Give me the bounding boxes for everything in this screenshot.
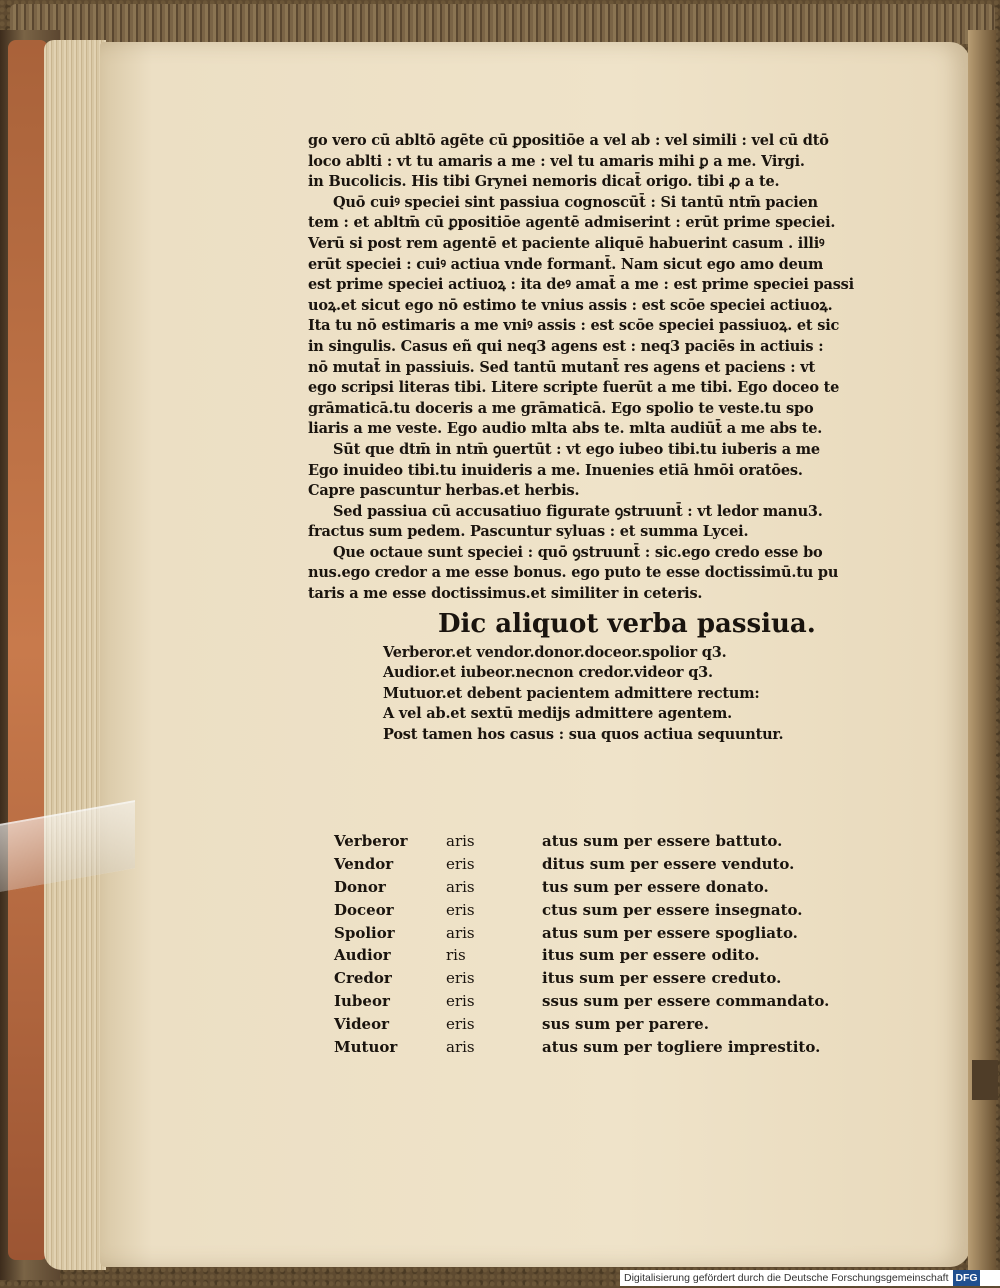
participle-cell: atus sum per essere battuto. bbox=[542, 832, 783, 850]
ending-cell: eris bbox=[446, 969, 475, 988]
body-paragraphs bbox=[308, 131, 918, 605]
text-line: Ego inuideo tibi.tu inuideris a me. Inuenies etiā hmōi oratōes. bbox=[308, 461, 803, 479]
text-line: fractus sum pedem. Pascuntur syluas : et summa Lycei. bbox=[308, 523, 749, 541]
credit-text: Digitalisierung gefördert durch die Deutsche Forschungsgemeinschaft bbox=[624, 1272, 949, 1284]
text-line: taris a me esse doctissimus.et similiter in ceteris. bbox=[308, 585, 703, 603]
participle-cell: atus sum per essere spogliato. bbox=[542, 923, 798, 942]
verb-cell: Audior bbox=[334, 946, 391, 965]
text-line: nus.ego credor a me esse bonus. ego puto te esse doctissimū.tu pu bbox=[308, 564, 839, 582]
verb-cell: Verberor bbox=[334, 832, 408, 850]
participle-cell: atus sum per togliere imprestito. bbox=[542, 1038, 821, 1057]
text-line: in Bucolicis. His tibi Grynei nemoris dicat̄ origo. tibi ꝓ a te. bbox=[308, 173, 780, 191]
verb-cell: Credor bbox=[334, 969, 392, 988]
text-line: Capre pascuntur herbas.et herbis. bbox=[308, 482, 580, 500]
verse-line: Audior.et iubeor.necnon credor.videor q3. bbox=[383, 664, 713, 682]
dfg-logo: DFG bbox=[955, 1272, 978, 1284]
clasp bbox=[972, 1060, 998, 1100]
verb-cell: Mutuor bbox=[334, 1038, 398, 1057]
text-line: loco ablti : vt tu amaris a me : vel tu amaris mihi ꝑ a me. Virgi. bbox=[308, 152, 805, 170]
text-line: erūt speciei : cuiꝰ actiua vnde formant̄. Nam sicut ego amo deum bbox=[308, 255, 824, 273]
participle-cell: sus sum per parere. bbox=[542, 1015, 709, 1034]
verse-line: A vel ab.et sextū medijs admittere agentem. bbox=[383, 705, 732, 723]
ending-cell: ris bbox=[446, 946, 466, 965]
text-line: Verū si post rem agentē et paciente aliquē habuerint casum . illiꝰ bbox=[308, 234, 825, 252]
ending-cell: aris bbox=[446, 877, 475, 896]
ending-cell: eris bbox=[446, 1015, 475, 1034]
text-line: est prime speciei actiuoꝝ : ita deꝰ amat̄ a me : est prime speciei passi bbox=[308, 276, 854, 294]
leather-spine bbox=[8, 40, 48, 1260]
verse-line: Verberor.et vendor.donor.doceor.spolior q3. bbox=[383, 643, 727, 661]
ending-cell: aris bbox=[446, 832, 475, 850]
verse-line: Mutuor.et debent pacientem admittere rectum: bbox=[383, 684, 760, 702]
verb-cell: Vendor bbox=[334, 854, 394, 873]
text-line: in singulis. Casus eñ qui neq3 agens est : neq3 paciēs in actiuis : bbox=[308, 337, 824, 355]
text-line: Sed passiua cū accusatiuo figurate ꝯstruunt̄ : vt ledor manu3. bbox=[333, 502, 823, 520]
text-line: tem : et abltm̄ cū ꝑpositiōe agentē admiserint : erūt prime speciei. bbox=[308, 214, 836, 232]
book-top-edge bbox=[10, 4, 995, 44]
text-line: Que octaue sunt speciei : quō ꝯstruunt̄ : sic.ego credo esse bo bbox=[333, 543, 823, 561]
ending-cell: eris bbox=[446, 900, 475, 919]
verb-cell: Iubeor bbox=[334, 992, 390, 1011]
page-stack-edges bbox=[44, 40, 106, 1270]
participle-cell: itus sum per essere odito. bbox=[542, 946, 760, 965]
section-heading: Dic aliquot verba passiua. bbox=[438, 608, 816, 639]
text-line: grāmaticā.tu doceris a me grāmaticā. Ego spolio te veste.tu spo bbox=[308, 399, 814, 417]
text-line: Sūt que dtm̄ in ntm̄ ꝯuertūt : vt ego iubeo tibi.tu iuberis a me bbox=[333, 440, 820, 458]
verse-block bbox=[308, 643, 918, 746]
text-line: liaris a me veste. Ego audio mlta abs te. mlta audiūt̄ a me abs te. bbox=[308, 420, 823, 438]
text-line: Ita tu nō estimaris a me vniꝰ assis : est scōe speciei passiuoꝝ. et sic bbox=[308, 317, 840, 335]
verb-cell: Doceor bbox=[334, 900, 394, 919]
text-line: uoꝝ.et sicut ego nō estimo te vnius assis : est scōe speciei actiuoꝝ. bbox=[308, 296, 833, 314]
page-text bbox=[308, 131, 918, 746]
text-line: ego scripsi literas tibi. Litere scripte fuerūt a me tibi. Ego doceo te bbox=[308, 379, 840, 397]
ending-cell: eris bbox=[446, 992, 475, 1011]
ending-cell: aris bbox=[446, 1038, 475, 1057]
participle-cell: ctus sum per essere insegnato. bbox=[542, 900, 803, 919]
text-line: go vero cū abltō agēte cū ꝑpositiōe a vel ab : vel simili : vel cū dtō bbox=[308, 132, 829, 149]
participle-cell: ssus sum per essere commandato. bbox=[542, 992, 830, 1011]
verb-cell: Spolior bbox=[334, 923, 395, 942]
verse-line: Post tamen hos casus : sua quos actiua sequuntur. bbox=[383, 726, 784, 744]
participle-cell: tus sum per essere donato. bbox=[542, 877, 769, 896]
digitization-credit bbox=[620, 1270, 1000, 1286]
ending-cell: aris bbox=[446, 923, 475, 942]
verb-cell: Donor bbox=[334, 877, 386, 896]
verb-cell: Videor bbox=[334, 1015, 390, 1034]
participle-cell: itus sum per essere creduto. bbox=[542, 969, 782, 988]
text-line: nō mutat̄ in passiuis. Sed tantū mutant̄ res agens et paciens : vt bbox=[308, 358, 815, 376]
participle-cell: ditus sum per essere venduto. bbox=[542, 854, 795, 873]
ending-cell: eris bbox=[446, 854, 475, 873]
text-line: Quō cuiꝰ speciei sint passiua cognoscūt̄ : Si tantū ntm̄ pacien bbox=[333, 193, 818, 211]
